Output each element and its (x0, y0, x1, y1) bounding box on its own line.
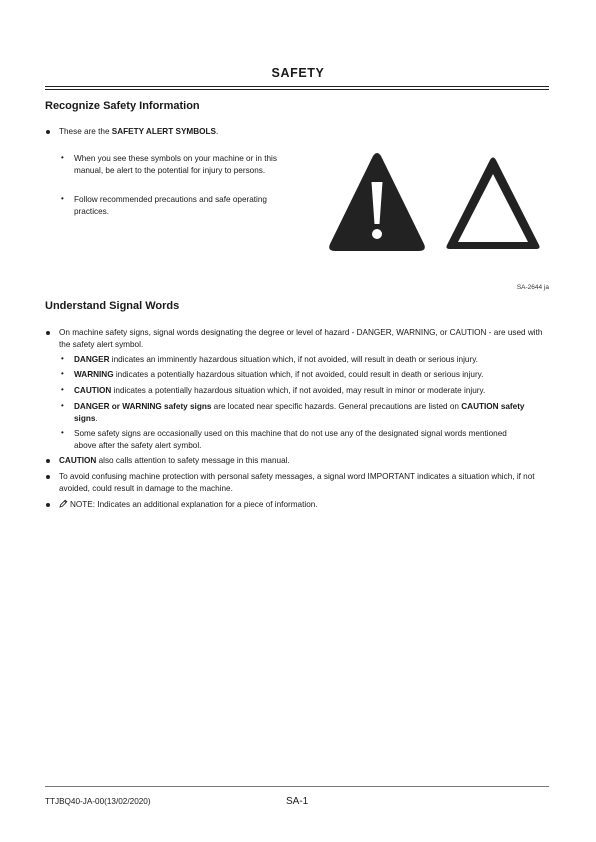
bullet-dot (46, 459, 50, 463)
bullet-text: . (215, 127, 219, 136)
caution-label: CAUTION (74, 386, 112, 395)
danger-text: indicates an imminently hazardous situation which, if not avoided, will result in death or serious injury. (109, 355, 478, 364)
page-number: SA-1 (286, 796, 309, 807)
bullet-dot (46, 331, 50, 335)
signs-end: . (95, 413, 98, 423)
sub-bullet: • (61, 194, 64, 203)
caution-also-label: CAUTION (59, 456, 97, 465)
sub-item-text: Follow recommended precautions and safe operating practices. (74, 195, 267, 216)
page-title: SAFETY (271, 66, 325, 80)
title-rule-thin (45, 89, 549, 90)
footer-rule (45, 786, 549, 787)
sub-bullet: • (61, 401, 64, 410)
safety-signs-location (74, 401, 549, 424)
warning-text: indicates a potentially hazardous situation which, if not avoided, could result in death or serious injury. (113, 370, 484, 379)
warning-definition (74, 369, 549, 381)
important-bullet: To avoid confusing machine protection with personal safety messages, a signal word IMPORTANT indicates a situation which, if not avoided, could result in damage to the machine. (59, 472, 535, 493)
section-heading-signal-words: Understand Signal Words (45, 300, 180, 312)
alert-triangle-outline-icon (446, 158, 539, 250)
caution-text: indicates a potentially hazardous situation which, if not avoided, may result in minor or moderate injury. (111, 386, 486, 395)
sub-bullet: • (61, 153, 64, 162)
figure-caption: SA-2644 ja (516, 284, 549, 291)
signs-text: are located near specific hazards. General precautions are listed on (211, 402, 462, 411)
bullet-dot (46, 475, 50, 479)
sub-bullet: • (61, 428, 64, 437)
signal-words-intro: On machine safety signs, signal words designating the degree or level of hazard - DANGER, WARNING, or CAUTION - are used with the safety alert symbol. (59, 328, 543, 349)
bullet-dot (46, 503, 50, 507)
danger-label: DANGER (74, 355, 110, 364)
pencil-note-icon (59, 499, 68, 508)
bullet-bold-text: SAFETY ALERT SYMBOLS (111, 127, 216, 136)
sub-bullet: • (61, 369, 64, 378)
title-rule-thick (45, 86, 549, 87)
bullet-dot (46, 130, 50, 134)
note-text: NOTE: Indicates an additional explanation for a piece of information. (70, 500, 318, 509)
bullet-text: These are the (59, 127, 112, 136)
sub-bullet: • (61, 385, 64, 394)
note-bullet (59, 499, 549, 511)
sub-bullet: • (61, 354, 64, 363)
sub-item-text: When you see these symbols on your machine or in this manual, be alert to the potential for injury to persons. (74, 154, 277, 175)
alert-triangle-filled-icon (329, 153, 425, 251)
alert-symbols-bullet (59, 126, 359, 138)
caution-also-bullet (59, 455, 549, 467)
signs-label: DANGER or WARNING safety signs (74, 402, 212, 411)
caution-also-text: also calls attention to safety message in this manual. (96, 456, 290, 465)
caution-signs-label: CAUTION safety signs (74, 402, 525, 423)
danger-definition (74, 354, 549, 366)
section-heading-recognize: Recognize Safety Information (45, 100, 200, 112)
safety-alert-symbols (327, 152, 543, 252)
document-id: TTJBQ40-JA-00(13/02/2020) (45, 797, 151, 806)
warning-label: WARNING (74, 370, 114, 379)
caution-definition (74, 385, 549, 397)
some-safety-signs-note: Some safety signs are occasionally used on this machine that do not use any of the designated signal words mentioned above after the safety alert symbol. (74, 429, 507, 450)
